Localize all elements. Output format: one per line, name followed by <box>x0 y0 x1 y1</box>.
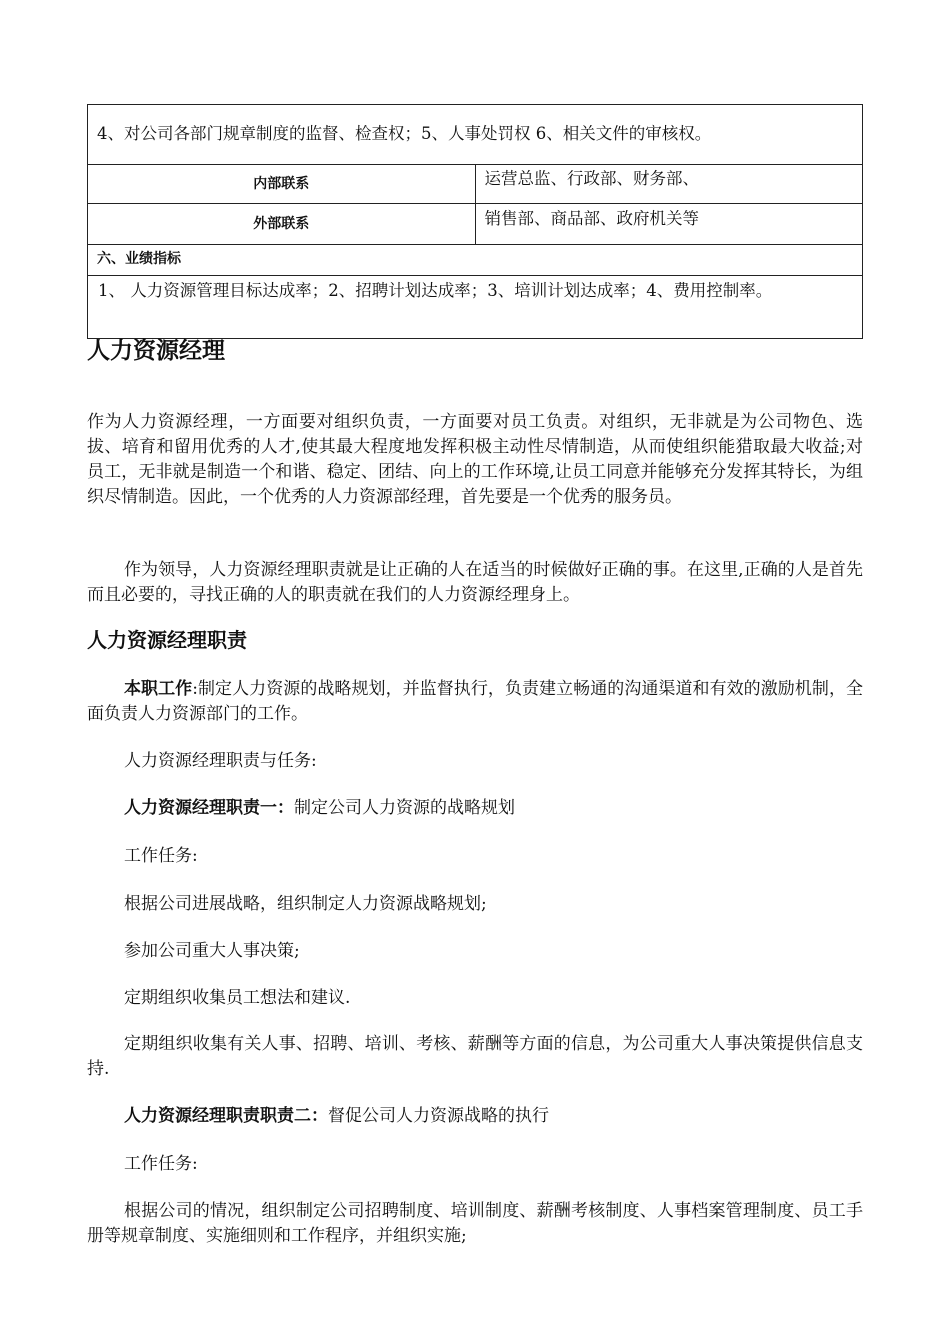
external-contact-label: 外部联系 <box>88 204 476 245</box>
responsibility-table <box>87 104 863 339</box>
task1-item-3: 定期组织收集员工想法和建议. <box>124 988 351 1008</box>
duty1-label: 人力资源经理职责一： <box>124 798 294 818</box>
duty-paragraph <box>87 677 863 727</box>
intro-paragraph-2: 作为领导，人力资源经理职责就是让正确的人在适当的时候做好正确的事。在这里,正确的人是首先而且必要的，寻找正确的人的职责就在我们的人力资源经理身上。 <box>87 560 863 605</box>
internal-contact-label: 内部联系 <box>88 165 476 204</box>
duty1-paragraph <box>87 796 863 821</box>
task1-item-1: 根据公司进展战略，组织制定人力资源战略规划; <box>124 894 487 914</box>
section-title: 人力资源经理职责 <box>87 628 247 652</box>
authority-cell: 4、对公司各部门规章制度的监督、检查权；5、人事处罚权 6、相关文件的审核权。 <box>88 105 863 165</box>
article-title: 人力资源经理 <box>87 338 225 364</box>
duty2-paragraph <box>87 1104 863 1129</box>
duty-text: :制定人力资源的战略规划，并监督执行，负责建立畅通的沟通渠道和有效的激励机制，全面负责人力资源部门的工作。 <box>87 679 863 724</box>
duty2-label: 人力资源经理职责职责二： <box>124 1106 328 1126</box>
internal-contact-value: 运营总监、行政部、财务部、 <box>475 165 863 204</box>
duty2-text: 督促公司人力资源战略的执行 <box>328 1106 549 1126</box>
task1-item-4: 定期组织收集有关人事、招聘、培训、考核、薪酬等方面的信息，为公司重大人事决策提供信息支持. <box>87 1034 863 1079</box>
internal-contact-row <box>88 165 863 204</box>
external-contact-row <box>88 204 863 245</box>
duty-label: 本职工作 <box>124 679 193 699</box>
task1-item-2: 参加公司重大人事决策; <box>124 941 300 961</box>
task-label-1: 工作任务: <box>124 846 198 866</box>
kpi-cell <box>88 276 863 339</box>
duties-intro: 人力资源经理职责与任务: <box>124 751 317 771</box>
external-contact-value: 销售部、商品部、政府机关等 <box>475 204 863 245</box>
authority-row <box>88 105 863 165</box>
performance-section-title: 六、业绩指标 <box>88 245 863 276</box>
duty1-text: 制定公司人力资源的战略规划 <box>294 798 515 818</box>
task-label-2: 工作任务: <box>124 1154 198 1174</box>
task2-item-1: 根据公司的情况，组织制定公司招聘制度、培训制度、薪酬考核制度、人事档案管理制度、员工手册等规章制度、实施细则和工作程序，并组织实施; <box>87 1201 863 1246</box>
kpi-row <box>88 276 863 339</box>
performance-header-row <box>88 245 863 276</box>
kpi-text: 1、 人力资源管理目标达成率；2、招聘计划达成率；3、培训计划达成率；4、费用控制率。 <box>98 281 773 300</box>
intro-paragraph-1: 作为人力资源经理，一方面要对组织负责，一方面要对员工负责。对组织，无非就是为公司物色、选拔、培育和留用优秀的人才,使其最大程度地发挥积极主动性尽情制造，从而使组织能猎取最大收益;对员工，无非就是制造一个和谐、稳定、团结、向上的工作环境,让员工同意并能够充分发挥其特长，为组织尽情制造。因此，一个优秀的人力资源部经理，首先要是一个优秀的服务员。 <box>87 412 863 507</box>
